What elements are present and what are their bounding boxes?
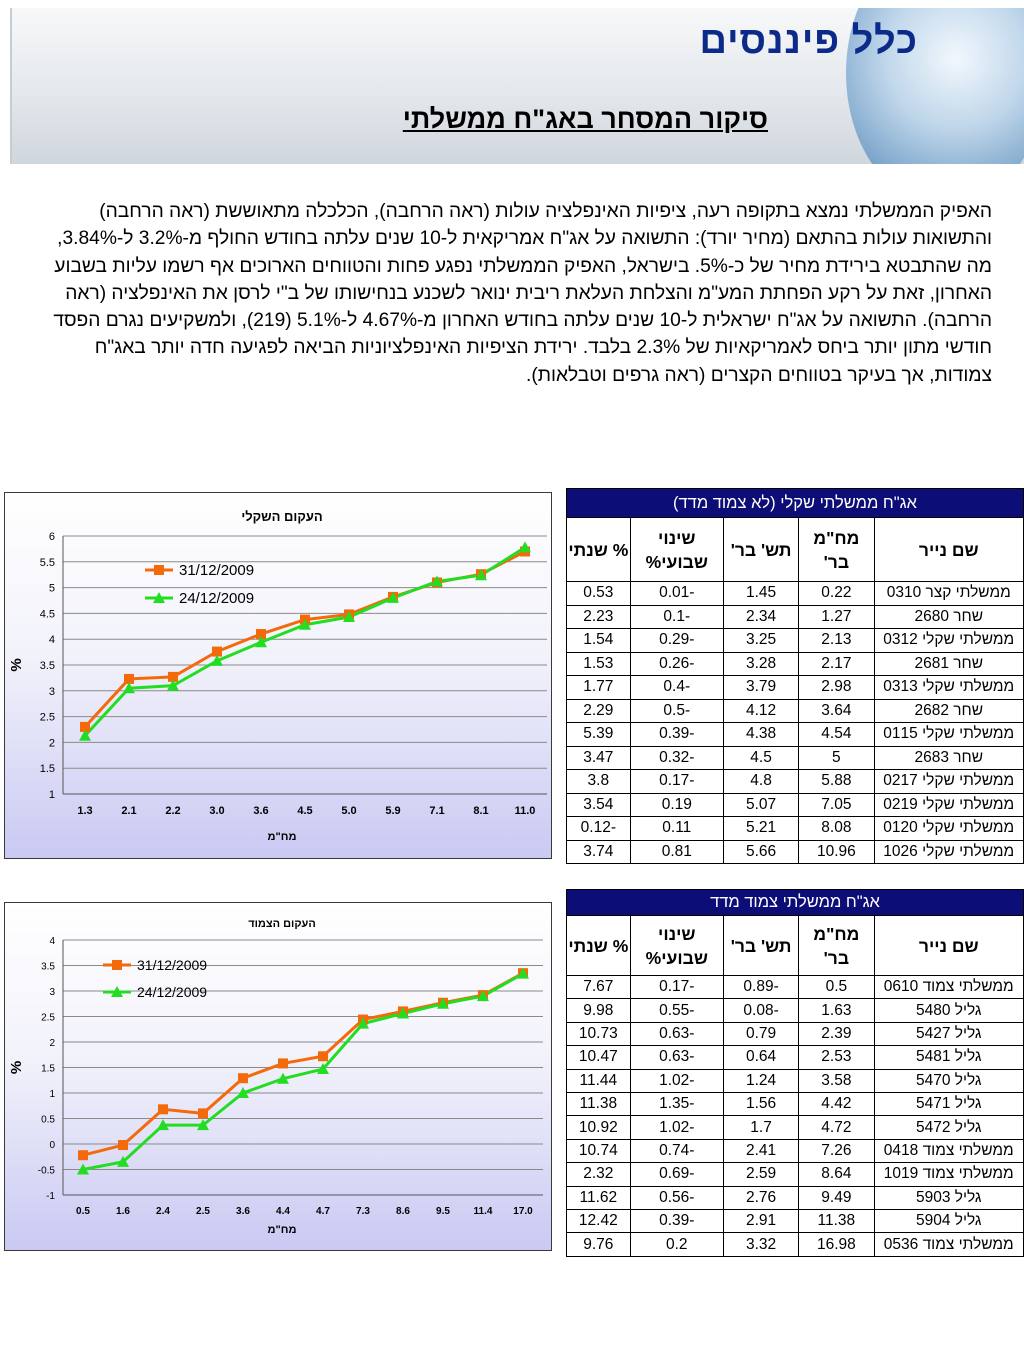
x-tick-label: 4.4 (276, 1206, 290, 1217)
cell-yield: 5.07 (723, 793, 798, 817)
table-row (567, 976, 1024, 999)
table-row (567, 652, 1024, 676)
cell-name: ממשלתי שקלי 0120 (874, 817, 1024, 841)
cell-yield: 0.79 (723, 1022, 798, 1045)
x-tick-label: 4.7 (316, 1206, 330, 1217)
x-tick-label: 17.0 (513, 1206, 533, 1217)
table-row (567, 676, 1024, 700)
cell-annual: 10.73 (567, 1022, 631, 1045)
cell-name: ממשלתי שקלי 0219 (874, 793, 1024, 817)
cell-duration: 1.27 (799, 605, 874, 629)
x-tick-label: 2.2 (165, 805, 181, 817)
legend-marker-square (154, 565, 164, 575)
cell-weekly-change: -0.63 (630, 1046, 723, 1069)
cell-annual: 5.39 (567, 723, 631, 747)
table-row (567, 1046, 1024, 1069)
y-tick-label: 3.5 (41, 961, 55, 973)
legend-label: 24/12/2009 (137, 984, 208, 1000)
cell-annual: 11.44 (567, 1069, 631, 1092)
cell-duration: 7.26 (799, 1139, 874, 1162)
table-row (567, 770, 1024, 794)
cell-annual: 10.92 (567, 1116, 631, 1139)
cell-weekly-change: -0.17 (630, 976, 723, 999)
x-tick-label: 8.1 (473, 805, 489, 817)
cell-annual: 11.62 (567, 1186, 631, 1209)
nominal-curve-chart (4, 492, 552, 859)
cell-duration: 11.38 (799, 1210, 874, 1233)
series-line-2 (85, 547, 525, 735)
table-row (567, 1210, 1024, 1233)
data-point-square (78, 1150, 88, 1160)
cell-name: ממשלתי צמוד 1019 (874, 1163, 1024, 1186)
cell-name: גליל 5427 (874, 1022, 1024, 1045)
cell-name: שחר 2680 (874, 605, 1024, 629)
cell-annual: -0.12 (567, 817, 631, 841)
cell-name: גליל 5470 (874, 1069, 1024, 1092)
table-row (567, 1233, 1024, 1257)
cell-yield: 0.64 (723, 1046, 798, 1069)
table-row (567, 793, 1024, 817)
col-header-weekly-change: שינוי שבועי% (630, 916, 723, 976)
table-row (567, 1116, 1024, 1139)
cell-name: ממשלתי שקלי 1026 (874, 840, 1024, 864)
col-header-name: שם נייר (874, 518, 1024, 582)
x-tick-label: 11.0 (514, 805, 536, 817)
cell-duration: 7.05 (799, 793, 874, 817)
cell-yield: 3.32 (723, 1233, 798, 1257)
cell-yield: 2.34 (723, 605, 798, 629)
cell-yield: 5.66 (723, 840, 798, 864)
y-tick-label: 1.5 (41, 1063, 55, 1075)
cell-name: ממשלתי צמוד 0610 (874, 976, 1024, 999)
x-axis-label: מח"מ (267, 831, 297, 843)
cell-annual: 11.38 (567, 1093, 631, 1116)
cell-yield: 3.28 (723, 652, 798, 676)
col-header-duration: מח"מ בר' (799, 916, 874, 976)
x-axis-label: מח"מ (267, 1224, 297, 1236)
cell-annual: 1.77 (567, 676, 631, 700)
col-header-annual: % שנתי (567, 916, 631, 976)
chart-title: העקום השקלי (241, 509, 323, 524)
cell-yield: 1.56 (723, 1093, 798, 1116)
cell-name: שחר 2683 (874, 746, 1024, 770)
cell-duration: 1.63 (799, 999, 874, 1022)
cell-yield: 4.38 (723, 723, 798, 747)
table-row (567, 1186, 1024, 1209)
y-tick-label: 3.5 (39, 660, 55, 672)
cell-weekly-change: 0.19 (630, 793, 723, 817)
table-row (567, 1139, 1024, 1162)
cell-weekly-change: -0.39 (630, 723, 723, 747)
cell-annual: 1.54 (567, 629, 631, 653)
cell-weekly-change: -0.56 (630, 1186, 723, 1209)
cell-name: ממשלתי שקלי 0217 (874, 770, 1024, 794)
data-point-square (318, 1051, 328, 1061)
y-axis-label: % (8, 1060, 25, 1075)
cell-annual: 2.23 (567, 605, 631, 629)
cell-annual: 3.47 (567, 746, 631, 770)
brand-title: כלל פיננסים (699, 20, 918, 62)
cell-weekly-change: -0.74 (630, 1139, 723, 1162)
cell-name: גליל 5904 (874, 1210, 1024, 1233)
cell-weekly-change: -1.02 (630, 1116, 723, 1139)
x-tick-label: 7.1 (429, 805, 445, 817)
y-tick-label: 5 (48, 582, 55, 595)
cell-duration: 5.88 (799, 770, 874, 794)
cell-weekly-change: -0.5 (630, 699, 723, 723)
cell-weekly-change: -1.35 (630, 1093, 723, 1116)
cell-annual: 3.8 (567, 770, 631, 794)
cell-annual: 3.74 (567, 840, 631, 864)
x-tick-label: 11.4 (473, 1206, 493, 1217)
nominal-table-body (567, 582, 1024, 864)
cell-duration: 10.96 (799, 840, 874, 864)
cell-name: שחר 2682 (874, 699, 1024, 723)
table-title: אג"ח ממשלתי צמוד מדד (567, 890, 1024, 916)
legend-marker-square (112, 960, 122, 970)
chart-title: העקום הצמוד (248, 918, 316, 930)
table-row (567, 840, 1024, 864)
cell-duration: 5 (799, 746, 874, 770)
cell-annual: 9.76 (567, 1233, 631, 1257)
y-tick-label: -1 (46, 1191, 55, 1202)
cell-annual: 10.74 (567, 1139, 631, 1162)
x-tick-label: 1.6 (116, 1206, 130, 1217)
cell-duration: 3.58 (799, 1069, 874, 1092)
linked-curve-svg (5, 903, 551, 1250)
cell-annual: 12.42 (567, 1210, 631, 1233)
cell-annual: 7.67 (567, 976, 631, 999)
col-header-duration: מח"מ בר' (799, 518, 874, 582)
linked-table-body (567, 976, 1024, 1257)
nominal-curve-svg (5, 493, 551, 858)
cell-weekly-change: -0.55 (630, 999, 723, 1022)
cell-weekly-change: -0.01 (630, 582, 723, 606)
cell-weekly-change: -0.39 (630, 1210, 723, 1233)
page-header (10, 8, 1024, 164)
cell-duration: 3.64 (799, 699, 874, 723)
y-tick-label: -0.5 (37, 1165, 55, 1177)
cell-weekly-change: -0.26 (630, 652, 723, 676)
cell-name: ממשלתי צמוד 0536 (874, 1233, 1024, 1257)
table-row (567, 1022, 1024, 1045)
cell-weekly-change: -0.29 (630, 629, 723, 653)
x-tick-label: 5.0 (341, 805, 357, 817)
x-tick-label: 5.9 (385, 805, 401, 817)
data-point-square (278, 1058, 288, 1068)
nominal-bonds-table (566, 488, 1024, 864)
y-tick-label: 5.5 (39, 556, 55, 569)
cell-name: גליל 5471 (874, 1093, 1024, 1116)
cell-weekly-change: -1.02 (630, 1069, 723, 1092)
cell-annual: 9.98 (567, 999, 631, 1022)
y-tick-label: 1 (48, 789, 55, 801)
table-row (567, 605, 1024, 629)
cell-name: גליל 5903 (874, 1186, 1024, 1209)
cell-yield: 4.8 (723, 770, 798, 794)
y-tick-label: 6 (48, 531, 55, 543)
table-title: אג"ח ממשלתי שקלי (לא צמוד מדד) (567, 489, 1024, 518)
cell-duration: 2.98 (799, 676, 874, 700)
cell-yield: 4.5 (723, 746, 798, 770)
table-row (567, 582, 1024, 606)
cell-name: ממשלתי שקלי 0115 (874, 723, 1024, 747)
cell-weekly-change: -0.32 (630, 746, 723, 770)
cell-annual: 10.47 (567, 1046, 631, 1069)
y-tick-label: 1.5 (39, 763, 55, 776)
cell-yield: 3.25 (723, 629, 798, 653)
market-summary: האפיק הממשלתי נמצא בתקופה רעה, ציפיות האינפלציה עולות (ראה הרחבה), הכלכלה מתאוששת (ראה הרחבה) והתשואות עולות בהתאם (מחיר יורד): התשואה על אג"ח אמריקאית ל-10 שנים עלתה בחודש החולף מ-3.2% ל-3.84%, מה שהתבטא בירידת מחיר של כ-5%. בישראל, האפיק הממשלתי נפגע פחות והטווחים הארוכים אף רשמו עליות בשבוע האחרון, זאת על רקע הפחתת המע"מ והצלחת העלאת ריבית ינואר לשכנע בנחישותו של ב"י לרסן את האינפלציה (ראה הרחבה). התשואה על אג"ח ישראלית ל-10 שנים עלתה בחודש האחרון מ-4.67% ל-5.1% (219), ולמשקיעים נגרם הפסד חודשי מתון יותר ביחס לאמריקאיות של 2.3% בלבד. ירידת הציפיות האינפלציוניות הביאה לפגיעה חדה יותר באג"ח צמודות, אך בעיקר בטווחים הקצרים (ראה גרפים וטבלאות). (53, 201, 992, 386)
cell-name: ממשלתי קצר 0310 (874, 582, 1024, 606)
cell-duration: 2.17 (799, 652, 874, 676)
cell-weekly-change: 0.2 (630, 1233, 723, 1257)
data-point-square (198, 1108, 208, 1118)
col-header-annual: % שנתי (567, 518, 631, 582)
linked-curve-chart (4, 902, 552, 1251)
legend-label: 31/12/2009 (179, 562, 255, 579)
cell-duration: 2.39 (799, 1022, 874, 1045)
cell-yield: 1.24 (723, 1069, 798, 1092)
linked-bonds-table (566, 889, 1024, 1257)
x-tick-label: 9.5 (436, 1206, 450, 1217)
legend-label: 24/12/2009 (179, 590, 255, 607)
cell-yield: 2.91 (723, 1210, 798, 1233)
cell-yield: -0.08 (723, 999, 798, 1022)
x-tick-label: 2.1 (121, 805, 137, 817)
cell-duration: 0.5 (799, 976, 874, 999)
cell-duration: 4.54 (799, 723, 874, 747)
col-header-name: שם נייר (874, 916, 1024, 976)
cell-weekly-change: -0.63 (630, 1022, 723, 1045)
y-tick-label: 3 (49, 987, 55, 998)
cell-name: גליל 5481 (874, 1046, 1024, 1069)
cell-yield: 3.79 (723, 676, 798, 700)
table-row (567, 1093, 1024, 1116)
y-tick-label: 4.5 (39, 608, 55, 621)
cell-weekly-change: -0.17 (630, 770, 723, 794)
cell-name: ממשלתי שקלי 0313 (874, 676, 1024, 700)
cell-name: גליל 5472 (874, 1116, 1024, 1139)
table-row (567, 746, 1024, 770)
x-tick-label: 1.3 (77, 805, 93, 817)
cell-annual: 2.32 (567, 1163, 631, 1186)
cell-yield: 2.76 (723, 1186, 798, 1209)
cell-duration: 8.08 (799, 817, 874, 841)
cell-annual: 1.53 (567, 652, 631, 676)
y-tick-label: 2 (49, 1038, 55, 1049)
table-row (567, 1163, 1024, 1186)
series-line-2 (83, 974, 523, 1170)
cell-name: שחר 2681 (874, 652, 1024, 676)
cell-annual: 0.53 (567, 582, 631, 606)
data-point-square (238, 1073, 248, 1083)
cell-weekly-change: 0.81 (630, 840, 723, 864)
cell-yield: 4.12 (723, 699, 798, 723)
x-tick-label: 2.5 (196, 1206, 210, 1217)
y-tick-label: 4 (49, 936, 55, 947)
cell-duration: 0.22 (799, 582, 874, 606)
col-header-weekly-change: שינוי שבועי% (630, 518, 723, 582)
data-point-square (118, 1140, 128, 1150)
cell-weekly-change: -0.1 (630, 605, 723, 629)
cell-duration: 4.42 (799, 1093, 874, 1116)
y-tick-label: 3 (48, 685, 55, 698)
cell-duration: 2.13 (799, 629, 874, 653)
cell-yield: 1.7 (723, 1116, 798, 1139)
cell-annual: 3.54 (567, 793, 631, 817)
cell-weekly-change: -0.69 (630, 1163, 723, 1186)
x-tick-label: 4.5 (297, 805, 313, 817)
cell-weekly-change: -0.4 (630, 676, 723, 700)
table-row (567, 629, 1024, 653)
cell-duration: 8.64 (799, 1163, 874, 1186)
cell-duration: 2.53 (799, 1046, 874, 1069)
y-tick-label: 2 (48, 737, 55, 750)
y-tick-label: 1 (49, 1089, 55, 1100)
x-tick-label: 3.6 (236, 1206, 250, 1217)
col-header-yield: תש' בר' (723, 916, 798, 976)
y-tick-label: 2.5 (39, 711, 55, 724)
table-row (567, 723, 1024, 747)
x-tick-label: 7.3 (356, 1206, 370, 1217)
cell-yield: 1.45 (723, 582, 798, 606)
y-tick-label: 0 (49, 1140, 55, 1151)
data-point-square (158, 1104, 168, 1114)
table-row (567, 699, 1024, 723)
cell-annual: 2.29 (567, 699, 631, 723)
cell-duration: 16.98 (799, 1233, 874, 1257)
x-tick-label: 3.0 (209, 805, 225, 817)
cell-yield: 2.41 (723, 1139, 798, 1162)
col-header-yield: תש' בר' (723, 518, 798, 582)
y-tick-label: 0.5 (41, 1114, 55, 1126)
cell-duration: 4.72 (799, 1116, 874, 1139)
y-tick-label: 2.5 (41, 1012, 55, 1024)
cell-yield: -0.89 (723, 976, 798, 999)
legend-label: 31/12/2009 (137, 957, 208, 973)
cell-name: גליל 5480 (874, 999, 1024, 1022)
x-tick-label: 0.5 (76, 1206, 90, 1217)
cell-duration: 9.49 (799, 1186, 874, 1209)
x-tick-label: 2.4 (156, 1206, 170, 1217)
x-tick-label: 3.6 (253, 805, 269, 817)
table-row (567, 999, 1024, 1022)
table-row (567, 817, 1024, 841)
cell-weekly-change: 0.11 (630, 817, 723, 841)
cell-name: ממשלתי שקלי 0312 (874, 629, 1024, 653)
cell-yield: 5.21 (723, 817, 798, 841)
cell-name: ממשלתי צמוד 0418 (874, 1139, 1024, 1162)
cell-yield: 2.59 (723, 1163, 798, 1186)
y-tick-label: 4 (48, 634, 55, 647)
y-axis-label: % (8, 658, 25, 672)
page-subtitle: סיקור המסחר באג"ח ממשלתי (402, 104, 768, 134)
table-row (567, 1069, 1024, 1092)
x-tick-label: 8.6 (396, 1206, 410, 1217)
